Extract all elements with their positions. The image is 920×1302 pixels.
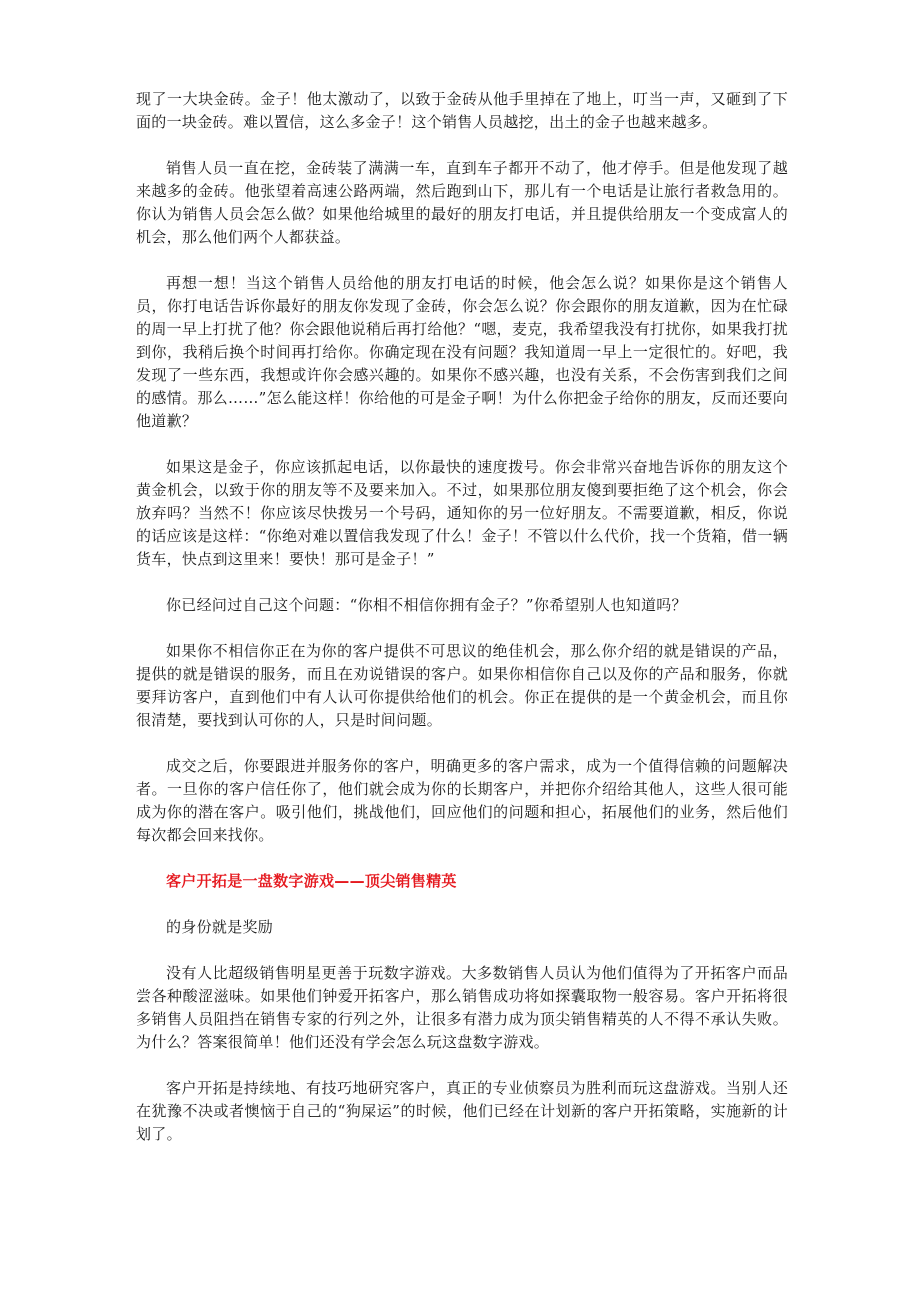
paragraph-8: 的身份就是奖励 [166,918,274,936]
paragraph-6: 如果你不相信你正在为你的客户提供不可思议的绝佳机会，那么你介绍的就是错误的产品，提供的就是错误的服务，而且在劝说错误的客户。如果你相信你自己以及你的产品和服务，你就要拜访客户，直到他们中有人认可你提供给他们的机会。你正在提供的是一个黄金机会，而且你很清楚，要找到认可你的人，只是时间问题。 [136,642,788,729]
paragraph-3: 再想一想！当这个销售人员给他的朋友打电话的时候，他会怎么说？如果你是这个销售人员，你打电话告诉你最好的朋友你发现了金砖，你会怎么说？你会跟你的朋友道歉，因为在忙碌的周一早上打扰了他？你会跟他说稍后再打给他？“嗯，麦克，我希望我没有打扰你，如果我打扰到你，我稍后换个时间再打给你。你确定现在没有问题？我知道周一早上一定很忙的。好吧，我发现了一些东西，我想或许你会感兴趣的。如果你不感兴趣，也没有关系，不会伤害到我们之间的感情。那么……”怎么能这样！你给他的可是金子啊！为什么你把金子给你的朋友，反而还要向他道歉？ [136,274,788,430]
section-heading: 客户开拓是一盘数字游戏——顶尖销售精英 [166,872,457,890]
paragraph-4: 如果这是金子，你应该抓起电话，以你最快的速度拨号。你会非常兴奋地告诉你的朋友这个黄金机会，以致于你的朋友等不及要来加入。不过，如果那位朋友傻到要拒绝了这个机会，你会放弃吗？当然不！你应该尽快拨另一个号码，通知你的另一位好朋友。不需要道歉，相反，你说的话应该是这样：“你绝对难以置信我发现了什么！金子！不管以什么代价，找一个货箱，借一辆货车，快点到这里来！要快！那可是金子！” [136,458,788,568]
document-body [136,88,788,1169]
paragraph-5: 你已经问过自己这个问题：“你相不相信你拥有金子？”你希望别人也知道吗？ [166,596,687,614]
paragraph-9: 没有人比超级销售明星更善于玩数字游戏。大多数销售人员认为他们值得为了开拓客户而品尝各种酸涩滋味。如果他们钟爱开拓客户，那么销售成功将如探囊取物一般容易。客户开拓将很多销售人员阻挡在销售专家的行列之外，让很多有潜力成为顶尖销售精英的人不得不承认失败。为什么？答案很简单！他们还没有学会怎么玩这盘数字游戏。 [136,964,788,1051]
paragraph-10: 客户开拓是持续地、有技巧地研究客户，真正的专业侦察员为胜利而玩这盘游戏。当别人还在犹豫不决或者懊恼于自己的“狗屎运”的时候，他们已经在计划新的客户开拓策略，实施新的计划了。 [136,1079,788,1143]
paragraph-1: 现了一大块金砖。金子！他太激动了，以致于金砖从他手里掉在了地上，叮当一声，又砸到了下面的一块金砖。难以置信，这么多金子！这个销售人员越挖，出土的金子也越来越多。 [136,90,788,131]
paragraph-2: 销售人员一直在挖，金砖装了满满一车，直到车子都开不动了，他才停手。但是他发现了越来越多的金砖。他张望着高速公路两端，然后跑到山下，那儿有一个电话是让旅行者救急用的。你认为销售人员会怎么做？如果他给城里的最好的朋友打电话，并且提供给朋友一个变成富人的机会，那么他们两个人都获益。 [136,159,788,246]
paragraph-7: 成交之后，你要跟进并服务你的客户，明确更多的客户需求，成为一个值得信赖的问题解决者。一旦你的客户信任你了，他们就会成为你的长期客户，并把你介绍给其他人，这些人很可能成为你的潜在客户。吸引他们，挑战他们，回应他们的问题和担心，拓展他们的业务，然后他们每次都会回来找你。 [136,757,788,844]
